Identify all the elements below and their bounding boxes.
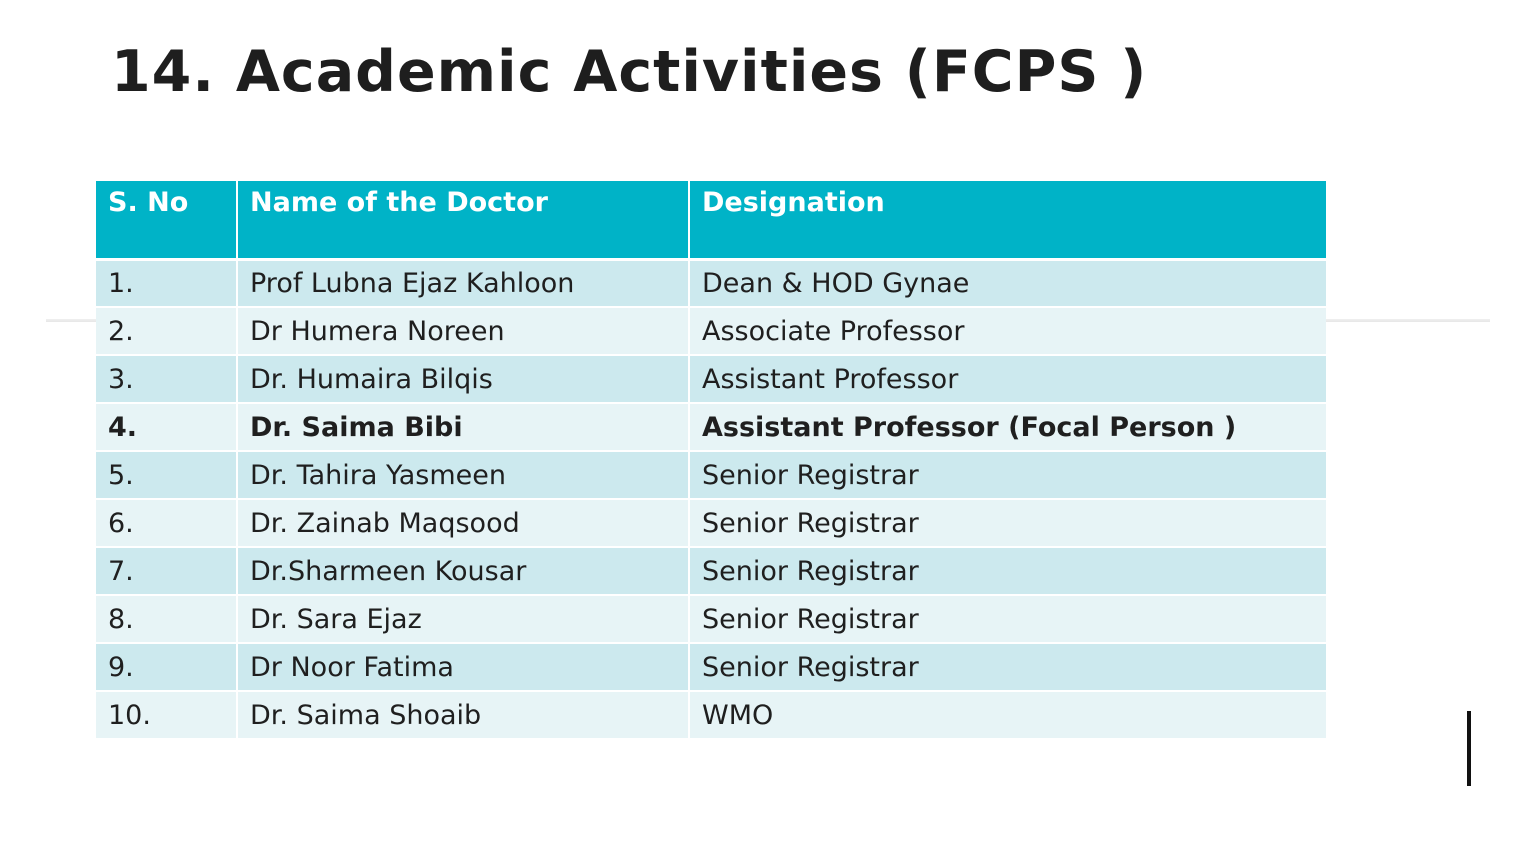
header-doctor-name: Name of the Doctor (237, 181, 689, 259)
cell-doctor-name: Dr Noor Fatima (237, 643, 689, 691)
doctors-table-container (96, 181, 1326, 740)
table-body (96, 259, 1326, 739)
cell-doctor-name: Dr Humera Noreen (237, 307, 689, 355)
cell-serial-number: 8. (96, 595, 237, 643)
cell-serial-number: 2. (96, 307, 237, 355)
cell-serial-number: 5. (96, 451, 237, 499)
header-serial-number: S. No (96, 181, 237, 259)
cell-designation: Senior Registrar (689, 451, 1326, 499)
table-row (96, 499, 1326, 547)
table-row (96, 643, 1326, 691)
table-row-highlighted (96, 403, 1326, 451)
cell-designation: Assistant Professor (Focal Person ) (689, 403, 1326, 451)
cell-designation: Senior Registrar (689, 547, 1326, 595)
cell-designation: Senior Registrar (689, 595, 1326, 643)
cell-serial-number: 3. (96, 355, 237, 403)
table-row (96, 259, 1326, 307)
cell-doctor-name: Dr. Saima Bibi (237, 403, 689, 451)
cell-doctor-name: Dr. Humaira Bilqis (237, 355, 689, 403)
cell-designation: Dean & HOD Gynae (689, 259, 1326, 307)
table-row (96, 595, 1326, 643)
cell-designation: Assistant Professor (689, 355, 1326, 403)
header-designation: Designation (689, 181, 1326, 259)
divider-line-left (46, 319, 98, 322)
cell-serial-number: 7. (96, 547, 237, 595)
cell-serial-number: 10. (96, 691, 237, 739)
table-header (96, 181, 1326, 259)
doctors-table (96, 181, 1326, 740)
cell-serial-number: 9. (96, 643, 237, 691)
table-row (96, 355, 1326, 403)
cell-designation: Associate Professor (689, 307, 1326, 355)
cell-doctor-name: Dr. Saima Shoaib (237, 691, 689, 739)
cell-doctor-name: Prof Lubna Ejaz Kahloon (237, 259, 689, 307)
cell-serial-number: 1. (96, 259, 237, 307)
table-row (96, 547, 1326, 595)
cell-designation: Senior Registrar (689, 499, 1326, 547)
table-row (96, 451, 1326, 499)
cell-serial-number: 4. (96, 403, 237, 451)
cell-serial-number: 6. (96, 499, 237, 547)
text-cursor-bar (1467, 711, 1471, 786)
divider-line-right (1326, 319, 1490, 322)
cell-doctor-name: Dr.Sharmeen Kousar (237, 547, 689, 595)
cell-designation: WMO (689, 691, 1326, 739)
table-row (96, 307, 1326, 355)
cell-designation: Senior Registrar (689, 643, 1326, 691)
cell-doctor-name: Dr. Sara Ejaz (237, 595, 689, 643)
cell-doctor-name: Dr. Tahira Yasmeen (237, 451, 689, 499)
slide-title: 14. Academic Activities (FCPS ) (111, 39, 1148, 105)
table-row (96, 691, 1326, 739)
cell-doctor-name: Dr. Zainab Maqsood (237, 499, 689, 547)
table-header-row (96, 181, 1326, 259)
